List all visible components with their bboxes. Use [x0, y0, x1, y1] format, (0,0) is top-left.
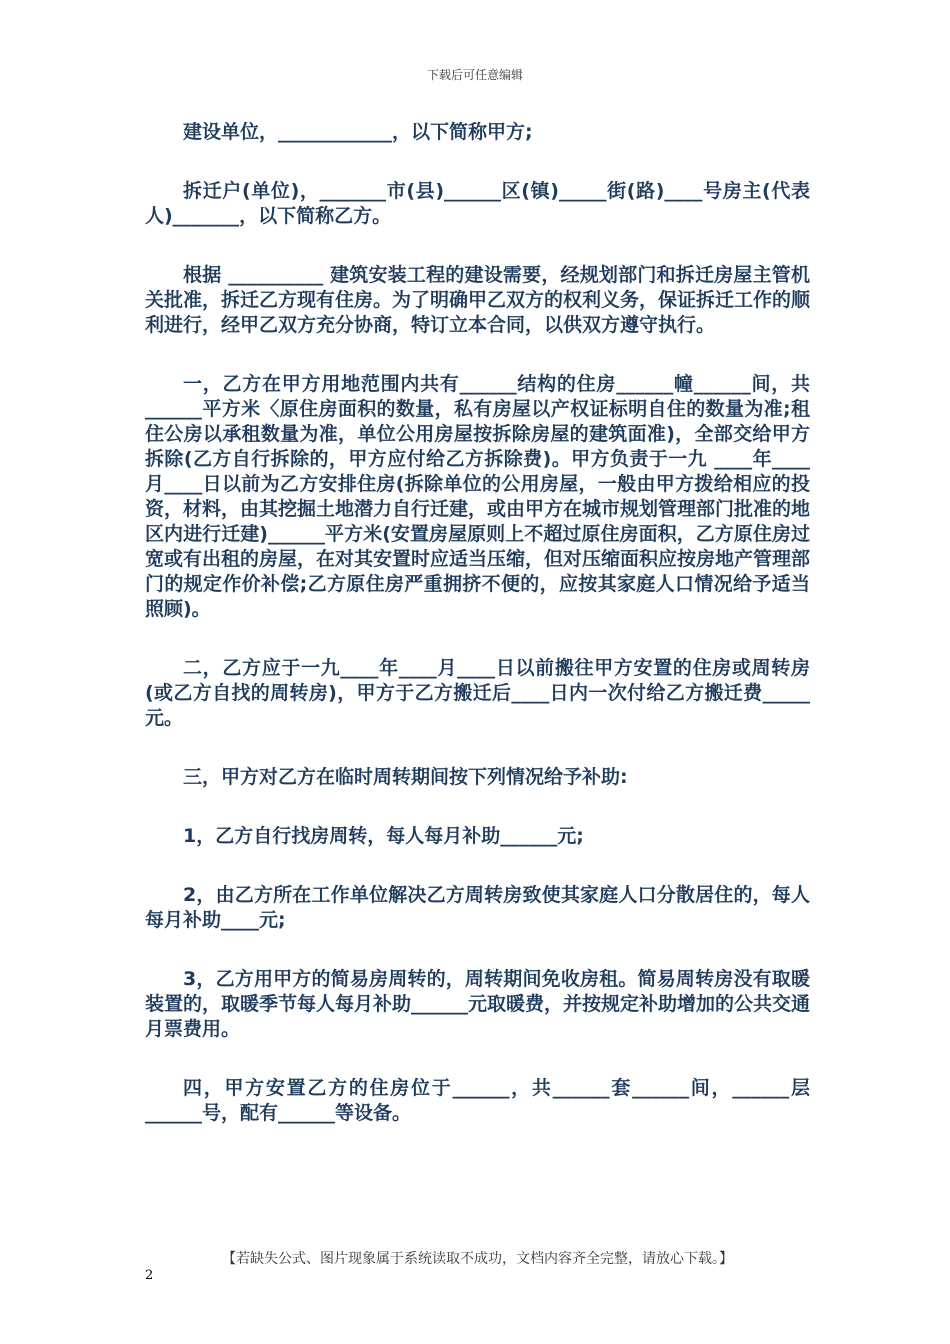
paragraph-party-b: 拆迁户(单位)，_______市(县)______区(镇)_____街(路)____号房主(代表人)_______，以下简称乙方。 — [145, 180, 810, 227]
page-header: 下载后可任意编辑 — [426, 68, 523, 82]
paragraph-clause-1: 一，乙方在甲方用地范围内共有______结构的住房______幢______间，共______平方米〈原住房面积的数量，私有房屋以产权证标明自住的数量为准;租住公房以承租数量为准，单位公用房屋按拆除房屋的建筑面准)，全部交给甲方拆除(乙方自行拆除的，甲方应付给乙方拆除费)。甲方负责于一九 ____年____月____日以前为乙方安排住房(拆除单位的公用房屋，一般由甲方拨给相应的投资，材料，由其挖掘土地潜力自行迁建，或由甲方在城市规划管理部门批准的地区内进行迁建)______平方米(安置房屋原则上不超过原住房面积，乙方原住房过宽或有出租的房屋，在对其安置时应适当压缩，但对压缩面积应按房地产管理部门的规定作价补偿;乙方原住房严重拥挤不便的，应按其家庭人口情况给予适当照顾)。 — [145, 373, 811, 620]
page-footer-notice: 【若缺失公式、图片现象属于系统读取不成功，文档内容齐全完整，请放心下载。】 — [222, 1251, 733, 1267]
paragraph-preamble: 根据 __________ 建筑安装工程的建设需要，经规划部门和拆迁房屋主管机关批准，拆迁乙方现有住房。为了明确甲乙双方的权利义务，保证拆迁工作的顺利进行，经甲乙双方充分协商，特订立本合同，以供双方遵守执行。 — [145, 264, 811, 336]
document-body — [145, 120, 810, 1160]
page-number: 2 — [145, 1268, 154, 1283]
paragraph-party-a: 建设单位，____________，以下简称甲方; — [183, 121, 533, 143]
paragraph-clause-3: 三，甲方对乙方在临时周转期间按下列情况给予补助: — [183, 766, 628, 788]
paragraph-subclause-3: 3，乙方用甲方的简易房周转的，周转期间免收房租。简易周转房没有取暖装置的，取暖季节每人每月补助______元取暖费，并按规定补助增加的公共交通月票费用。 — [145, 968, 811, 1040]
paragraph-clause-4: 四，甲方安置乙方的住房位于______，共______套______间，______层______号，配有______等设备。 — [145, 1077, 810, 1124]
paragraph-clause-2: 二，乙方应于一九____年____月____日以前搬往甲方安置的住房或周转房(或乙方自找的周转房)，甲方于乙方搬迁后____日内一次付给乙方搬迁费_____元。 — [145, 657, 810, 729]
paragraph-subclause-1: 1，乙方自行找房周转，每人每月补助______元; — [183, 825, 584, 847]
paragraph-subclause-2: 2，由乙方所在工作单位解决乙方周转房致使其家庭人口分散居住的，每人每月补助____元; — [145, 884, 810, 931]
